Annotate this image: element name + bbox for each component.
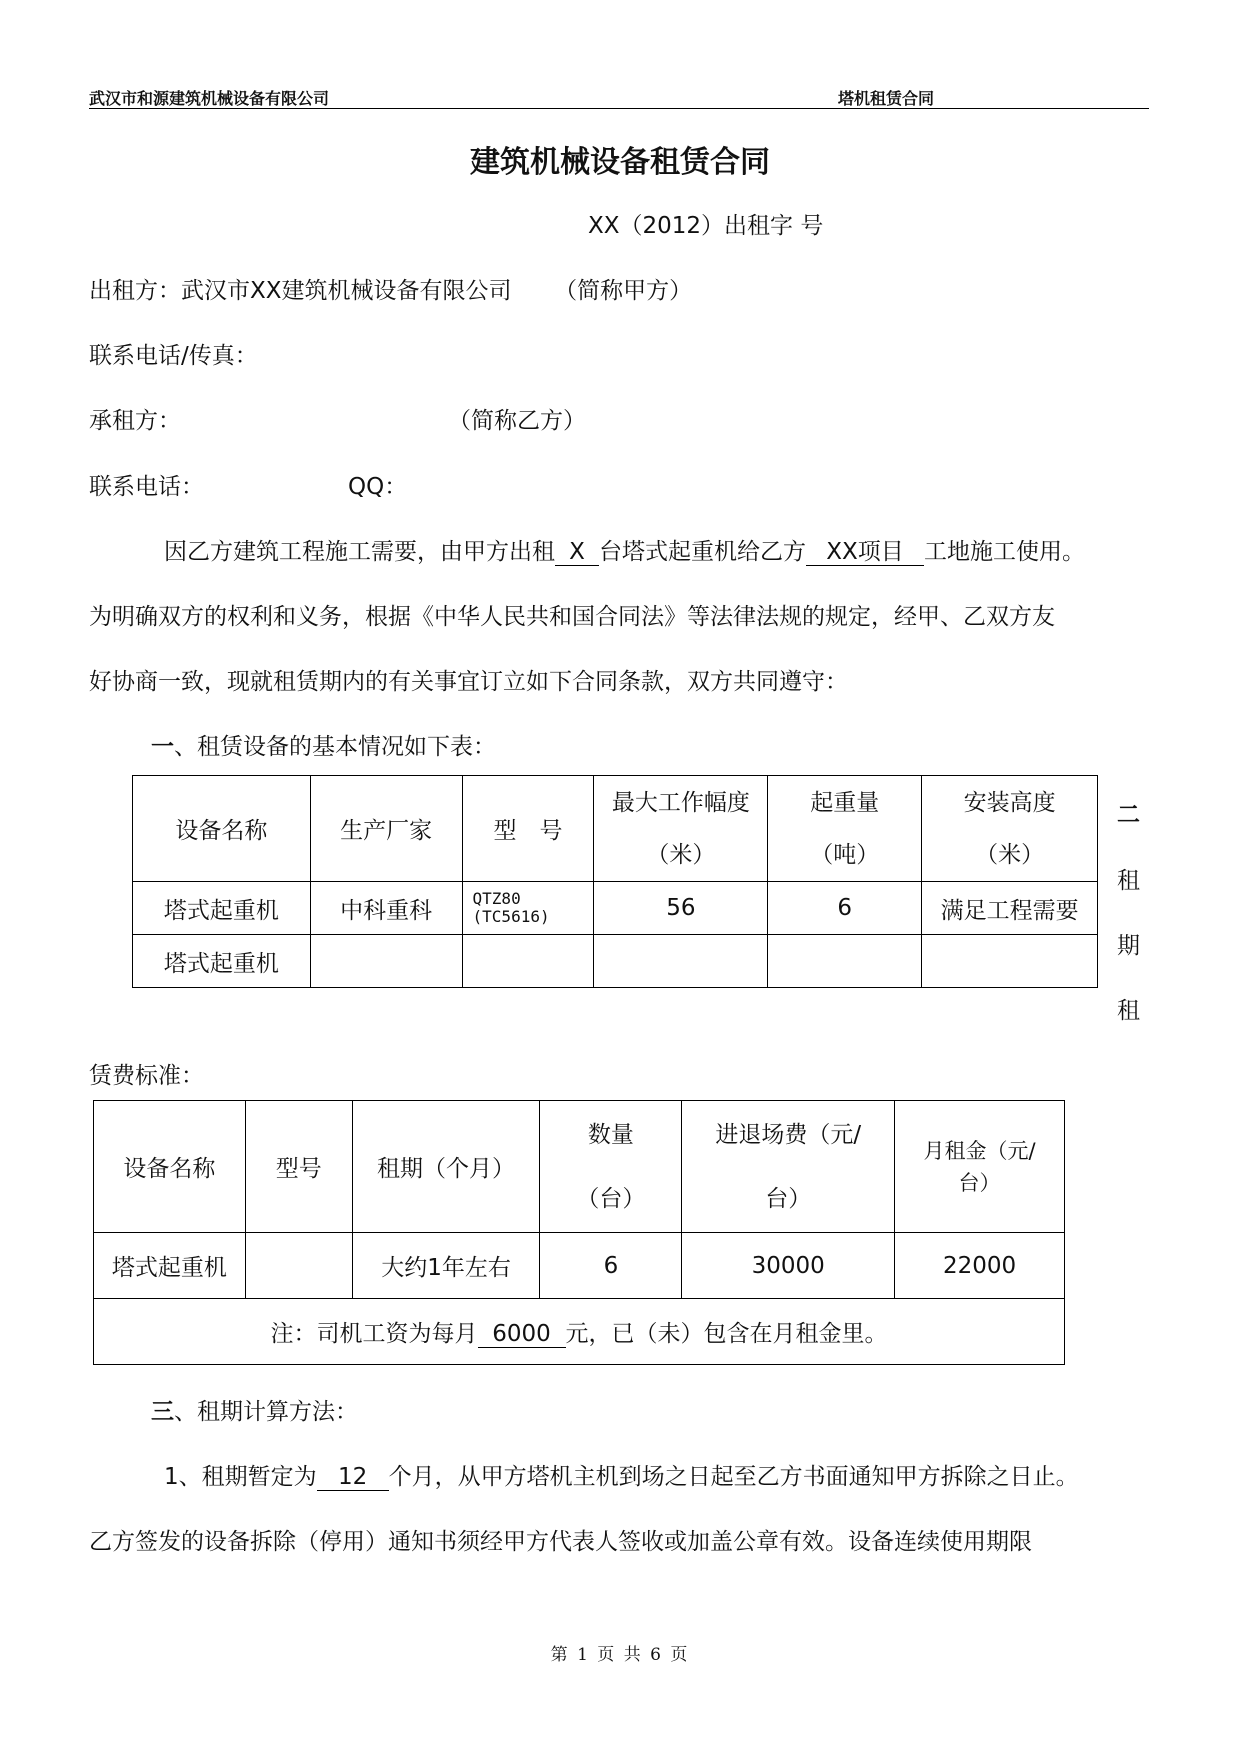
fee-header-name: 设备名称 xyxy=(94,1101,246,1233)
lessor-label: 出租方：武汉市XX建筑机械设备有限公司 xyxy=(89,278,512,304)
fee-header-qty: 数量 （台） xyxy=(540,1101,682,1233)
equipment-maker-cell: 中科重科 xyxy=(310,882,462,935)
fee-model-cell xyxy=(245,1233,352,1299)
intro-line-3: 好协商一致，现就租赁期内的有关事宜订立如下合同条款，双方共同遵守： xyxy=(89,669,848,695)
equipment-load-cell: 6 xyxy=(768,882,922,935)
empty-cell xyxy=(922,935,1098,988)
note-row xyxy=(94,1299,1065,1365)
section2-title: 赁费标准： xyxy=(89,1063,204,1089)
section1-heading xyxy=(151,728,496,761)
intro-line-2: 为明确双方的权利和义务，根据《中华人民共和国合同法》等法律法规的规定，经甲、乙双方友 xyxy=(89,604,1055,630)
table-row xyxy=(133,882,1098,935)
empty-cell xyxy=(768,935,922,988)
fee-monthly-rent-cell: 22000 xyxy=(895,1233,1065,1299)
section1-title: 、租赁设备的基本情况如下表： xyxy=(174,734,496,760)
fee-header-row xyxy=(94,1101,1065,1233)
equipment-header-reach: 最大工作幅度 （米） xyxy=(594,776,768,882)
fee-header-term: 租期（个月） xyxy=(352,1101,540,1233)
equipment-header-model: 型 号 xyxy=(462,776,594,882)
equipment-model-cell: QTZ80 (TC5616) xyxy=(462,882,594,935)
equipment-header-row xyxy=(133,776,1098,882)
lessee-label: 承租方： xyxy=(89,408,181,434)
item1-months: 12 xyxy=(317,1465,389,1491)
section3-line2: 乙方签发的设备拆除（停用）通知书须经甲方代表人签收或加盖公章有效。设备连续使用期限 xyxy=(89,1529,1032,1555)
table-row xyxy=(94,1233,1065,1299)
lessor-alias: （简称甲方） xyxy=(554,278,693,304)
equipment-height-cell: 满足工程需要 xyxy=(922,882,1098,935)
equipment-header-height: 安装高度 （米） xyxy=(922,776,1098,882)
page-footer: 第 1 页 共 6 页 xyxy=(550,1645,690,1665)
section2-char-1: 租 xyxy=(1117,868,1140,894)
equipment-name-cell: 塔式起重机 xyxy=(133,935,311,988)
lessee-alias: （简称乙方） xyxy=(448,408,586,434)
equipment-table xyxy=(132,775,1098,988)
section3-num: 三 xyxy=(151,1399,174,1425)
empty-cell xyxy=(462,935,594,988)
page-title: 建筑机械设备租赁合同 xyxy=(470,145,770,180)
contract-number: XX（2012）出租字 号 xyxy=(588,213,824,239)
rental-fee-table xyxy=(93,1100,1065,1365)
lessor-line xyxy=(89,272,692,305)
empty-cell xyxy=(594,935,768,988)
lessee-qq-label: QQ： xyxy=(348,474,408,500)
section3-item1 xyxy=(164,1458,1079,1491)
note-text-b: 元，已（未）包含在月租金里。 xyxy=(565,1320,888,1347)
section2-num: 二 xyxy=(1117,802,1140,828)
section3-title: 、租期计算方法： xyxy=(174,1399,358,1425)
intro-text-c: 工地施工使用。 xyxy=(924,539,1085,565)
empty-cell xyxy=(310,935,462,988)
equipment-header-name: 设备名称 xyxy=(133,776,311,882)
fee-header-rent: 月租金（元/ 台） xyxy=(895,1101,1065,1233)
fee-entry-exit-cell: 30000 xyxy=(682,1233,895,1299)
header-rule xyxy=(89,108,1149,109)
fee-header-fee: 进退场费（元/ 台） xyxy=(682,1101,895,1233)
header-doc-type: 塔机租赁合同 xyxy=(838,89,935,108)
intro-line-1 xyxy=(164,533,1085,566)
intro-text-a: 因乙方建筑工程施工需要，由甲方出租 xyxy=(164,539,555,565)
lessor-phone-label: 联系电话/传真： xyxy=(89,343,258,369)
section2-char-3: 租 xyxy=(1117,998,1140,1024)
intro-qty: X xyxy=(555,540,599,566)
header-company: 武汉市和源建筑机械设备有限公司 xyxy=(89,89,330,108)
note-text-a: 注：司机工资为每月 xyxy=(270,1320,478,1347)
item1-text-a: 1、租期暂定为 xyxy=(164,1464,317,1490)
intro-project: XX项目 xyxy=(806,540,924,566)
section2-char-2: 期 xyxy=(1117,933,1140,959)
fee-header-model: 型号 xyxy=(245,1101,352,1233)
equipment-header-maker: 生产厂家 xyxy=(310,776,462,882)
lessee-phone-label: 联系电话： xyxy=(89,474,204,500)
note-amount: 6000 xyxy=(478,1322,566,1348)
table-row xyxy=(133,935,1098,988)
fee-qty-cell: 6 xyxy=(540,1233,682,1299)
item1-text-b: 个月，从甲方塔机主机到场之日起至乙方书面通知甲方拆除之日止。 xyxy=(388,1464,1079,1490)
driver-wage-note xyxy=(94,1299,1065,1365)
equipment-reach-cell: 56 xyxy=(594,882,768,935)
equipment-header-load: 起重量 （吨） xyxy=(768,776,922,882)
fee-term-cell: 大约1年左右 xyxy=(352,1233,540,1299)
section3-heading xyxy=(151,1393,358,1426)
intro-text-b: 台塔式起重机给乙方 xyxy=(599,539,806,565)
fee-name-cell: 塔式起重机 xyxy=(94,1233,246,1299)
equipment-name-cell: 塔式起重机 xyxy=(133,882,311,935)
section1-num: 一 xyxy=(151,734,174,760)
